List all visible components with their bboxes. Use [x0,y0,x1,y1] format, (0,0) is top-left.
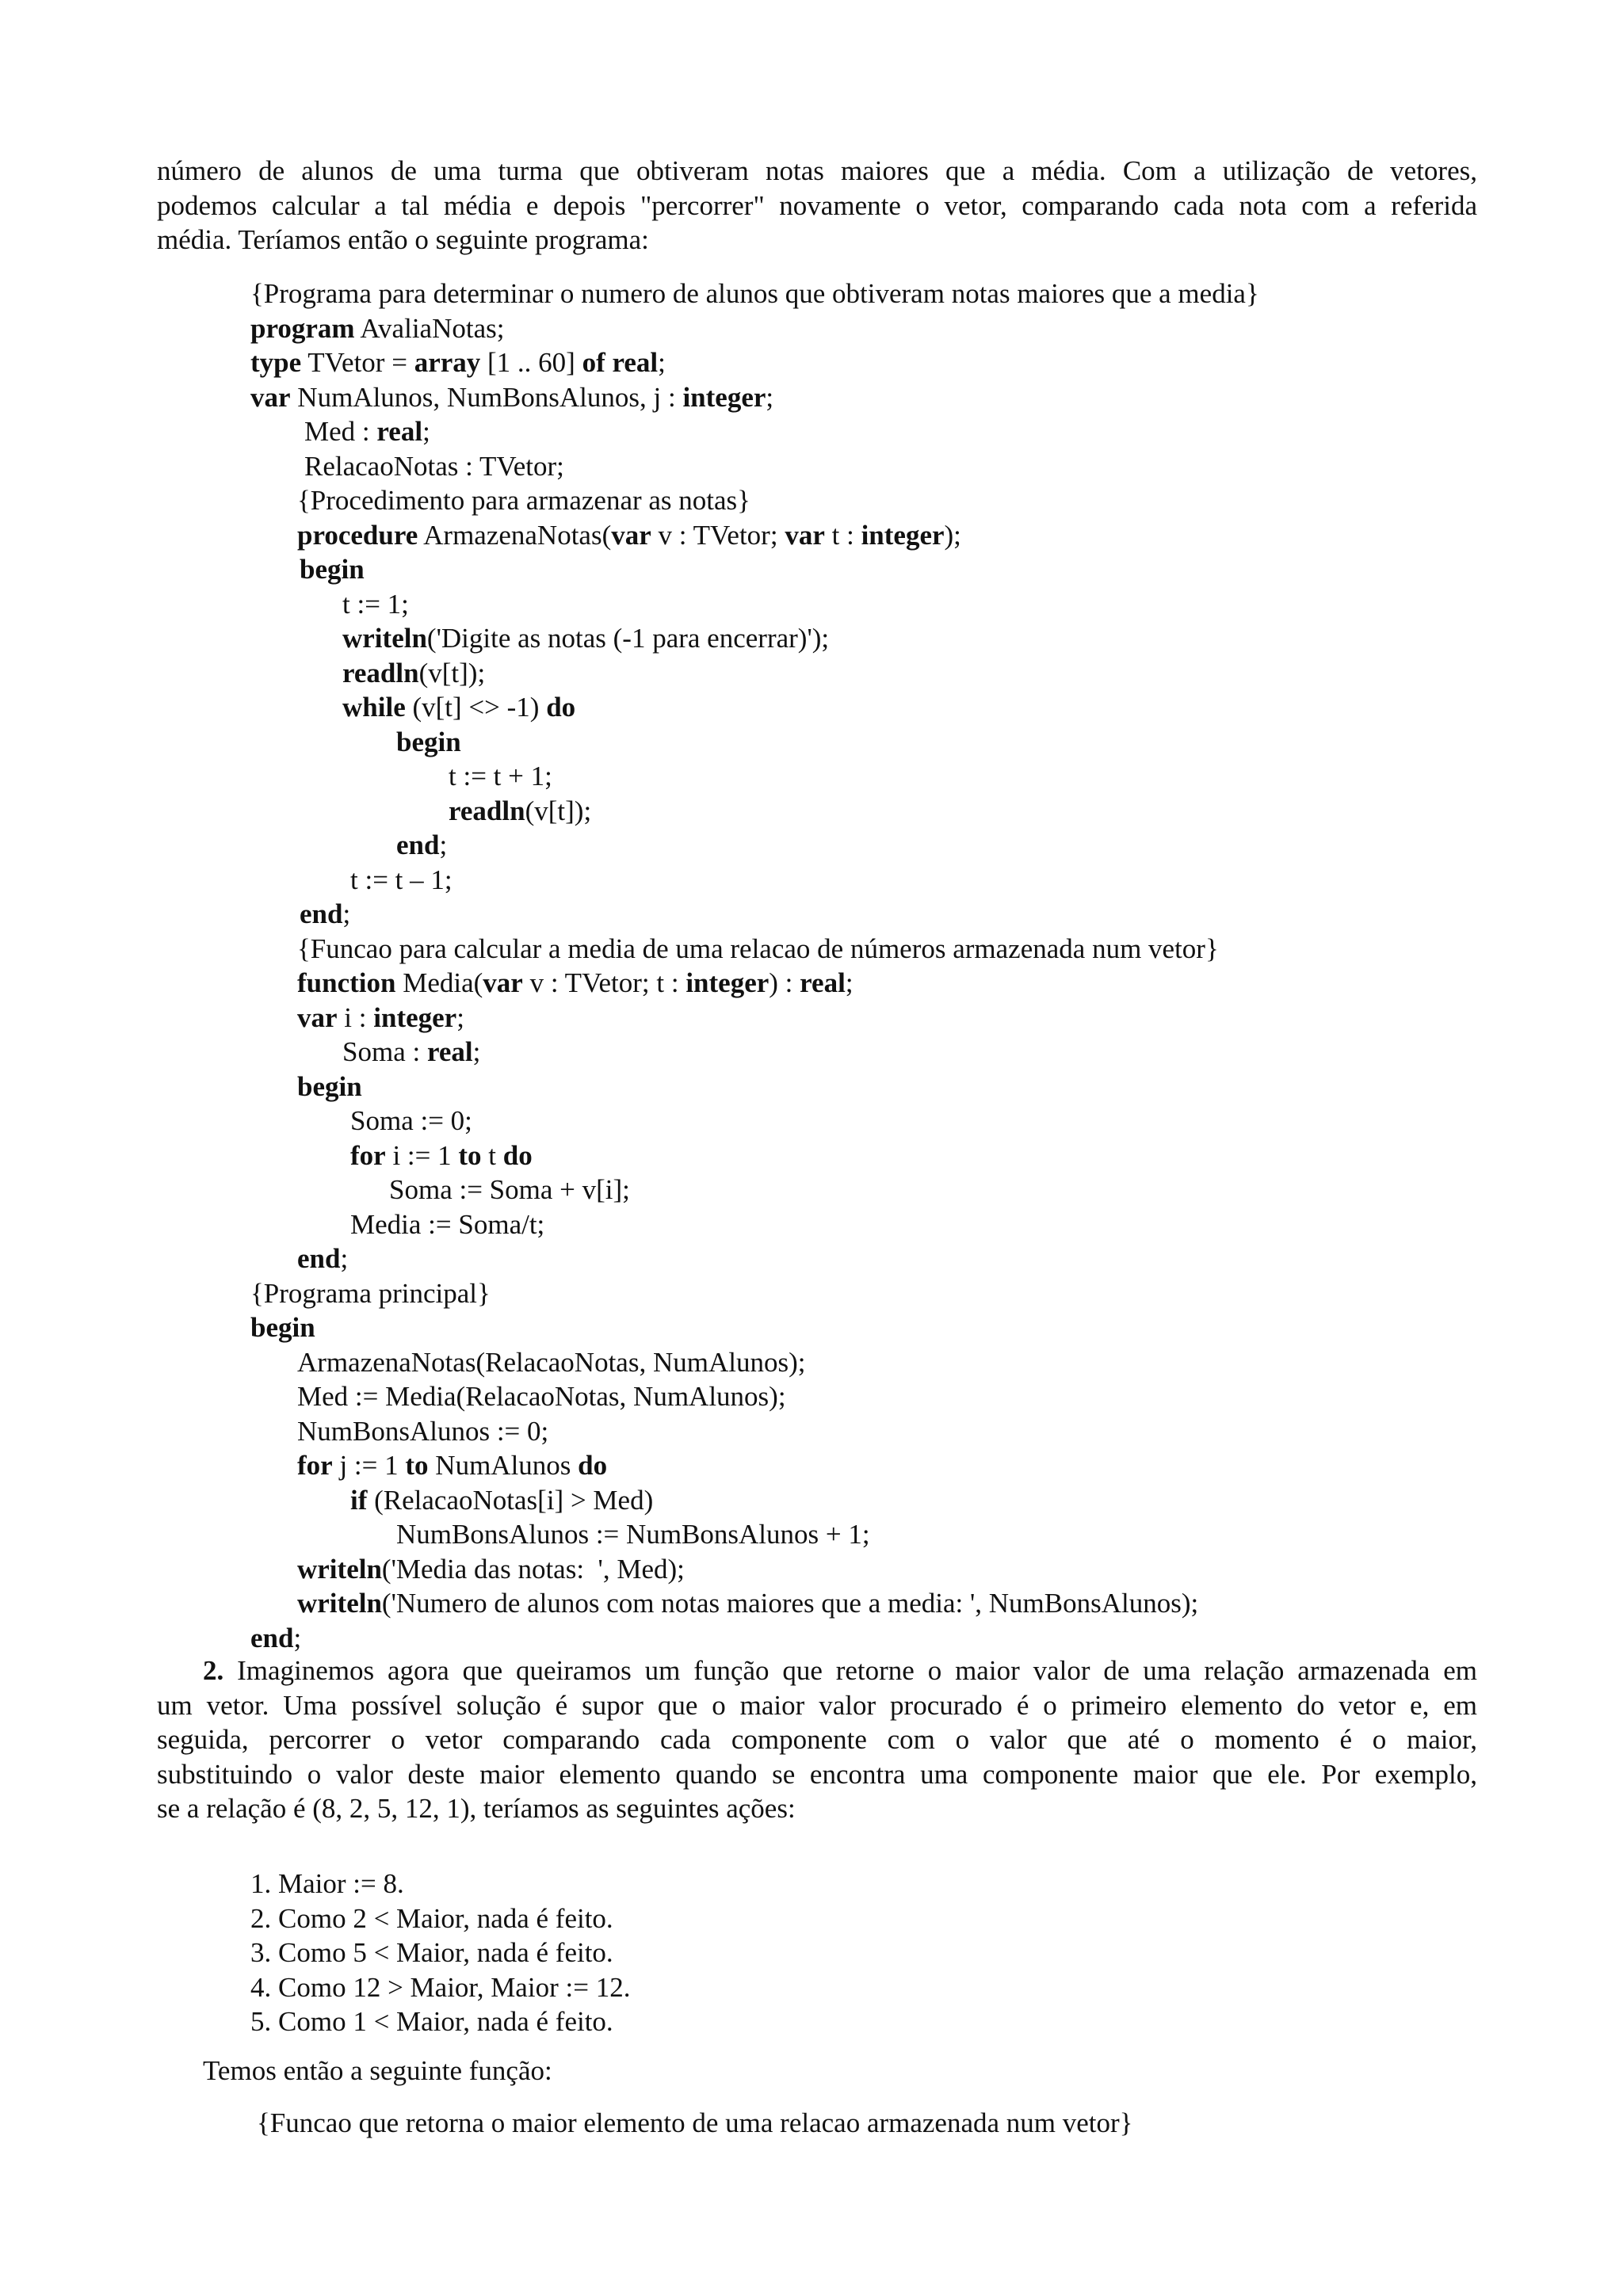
code-line: Soma := 0; [350,1105,472,1136]
code-keyword: while [342,692,406,723]
code-text: (v[t] <> -1) [405,692,547,723]
code-text: i := 1 [385,1140,459,1171]
code-keyword: real [376,416,423,447]
code-text: ; [422,416,430,447]
code-keyword: program [250,313,355,344]
code-keyword: writeln [297,1588,382,1619]
code-line [350,1138,533,1173]
code-keyword: array [414,347,481,378]
section-2-line: um vetor. Uma possível solução é supor que o maior valor procurado é o primeiro elemento do vetor e, em [157,1689,1477,1721]
code-keyword: to [458,1140,482,1171]
code-text: NumAlunos [428,1450,579,1481]
code-keyword: real [800,967,846,998]
code-keyword: integer [861,520,945,551]
list-item: 5. Como 1 < Maior, nada é feito. [250,2006,613,2037]
section-2-line: se a relação é (8, 2, 5, 12, 1), teríamos as seguintes ações: [157,1793,796,1824]
code-keyword: var [297,1002,338,1033]
section-2-text: Imaginemos agora que queiramos um função que retorne o maior valor de uma relação armazenada em [223,1655,1477,1686]
code-line [297,1448,607,1483]
code-line [342,690,575,725]
code-text: ; [766,382,774,413]
code-line: Media := Soma/t; [350,1209,545,1240]
section-2-line: seguida, percorrer o vetor comparando cada componente com o valor que até o momento é o maior, [157,1724,1477,1755]
code-line [304,414,430,449]
code-comment: {Programa principal} [250,1278,491,1309]
code-line [449,794,591,829]
code-keyword: do [546,692,576,723]
code-text: TVetor = [301,347,414,378]
code-line: t := t + 1; [449,761,552,791]
section-2-line [157,1653,1477,1688]
code-keyword: var [250,382,291,413]
code-comment: {Programa para determinar o numero de alunos que obtiveram notas maiores que a media} [250,278,1259,309]
code-text: (v[t]); [525,795,592,826]
code-keyword: var [611,520,651,551]
code-line: Soma := Soma + v[i]; [389,1174,630,1205]
code-text: i : [337,1002,374,1033]
code-line [300,897,350,932]
code-keyword: readln [342,658,419,688]
code-keyword: readln [449,795,525,826]
code-text: ; [439,830,448,860]
code-line [250,345,666,380]
code-keyword: type [250,347,302,378]
code-text: AvaliaNotas; [354,313,505,344]
section-2-paragraph [157,1653,1477,1826]
code-line [350,1483,653,1518]
code-comment: {Funcao para calcular a media de uma relacao de números armazenada num vetor} [297,933,1219,964]
code-line [297,1070,362,1104]
code-text [605,347,613,378]
code-keyword: var [785,520,825,551]
code-keyword: begin [300,554,365,585]
code-keyword: for [297,1450,333,1481]
code-line [342,1035,480,1070]
code-keyword: begin [396,727,461,757]
code-keyword: do [502,1140,533,1171]
code-line [297,966,854,1001]
code-text: t : [824,520,861,551]
code-text: [1 .. 60] [480,347,582,378]
code-keyword: integer [373,1002,457,1033]
code-line [342,656,485,691]
code-line [297,1001,464,1035]
temos-line: Temos então a seguinte função: [203,2055,552,2086]
intro-line: média. Teríamos então o seguinte programa: [157,224,649,255]
code-keyword: end [300,898,343,929]
code-text: v : TVetor; [651,520,785,551]
code-text: ; [658,347,666,378]
code-line: ArmazenaNotas(RelacaoNotas, NumAlunos); [297,1347,806,1378]
code-line [342,621,829,656]
code-text: ('Digite as notas (-1 para encerrar)'); [426,623,830,654]
code-keyword: for [350,1140,386,1171]
code-text: ; [342,898,351,929]
code-keyword: of [582,347,605,378]
code-keyword: integer [682,382,766,413]
code-keyword: end [250,1623,294,1653]
code-text: ; [293,1623,302,1653]
code-text: ; [340,1243,349,1274]
code-line: Med := Media(RelacaoNotas, NumAlunos); [297,1381,786,1412]
code-comment: {Procedimento para armazenar as notas} [297,485,750,516]
code-text: (v[t]); [418,658,486,688]
code-text: Media( [395,967,483,998]
code-line: t := t – 1; [350,864,453,895]
code-keyword: do [578,1450,608,1481]
code-line [297,1586,1198,1621]
code-text: ; [456,1002,464,1033]
code-line: RelacaoNotas : TVetor; [304,451,564,482]
code-keyword: procedure [297,520,418,551]
section-2-line: substituindo o valor deste maior elemento quando se encontra uma componente maior que ele. Por exemplo, [157,1758,1477,1790]
code-line [297,1241,348,1276]
code-keyword: to [405,1450,429,1481]
code-text: ('Numero de alunos com notas maiores que a media: ', NumBonsAlunos); [381,1588,1199,1619]
code-keyword: begin [297,1071,362,1102]
code-comment: {Funcao que retorna o maior elemento de uma relacao armazenada num vetor} [257,2107,1133,2138]
list-item: 4. Como 12 > Maior, Maior := 12. [250,1971,631,2003]
code-text: (RelacaoNotas[i] > Med) [367,1485,654,1516]
code-keyword: real [426,1036,473,1067]
code-keyword: real [612,347,659,378]
code-keyword: end [297,1243,341,1274]
code-line [300,552,365,587]
intro-line: número de alunos de uma turma que obtiveram notas maiores que a média. Com a utilização de vetores, [157,155,1477,186]
list-item: 1. Maior := 8. [250,1868,404,1899]
code-text: Soma : [342,1036,427,1067]
code-keyword: begin [250,1312,315,1343]
code-line: NumBonsAlunos := 0; [297,1416,549,1447]
code-keyword: function [297,967,396,998]
code-line [250,1621,301,1656]
code-keyword: writeln [297,1554,382,1585]
code-line [396,725,461,760]
code-line [396,828,447,863]
code-line [297,518,961,553]
code-keyword: var [483,967,523,998]
code-keyword: writeln [342,623,427,654]
code-text: NumAlunos, NumBonsAlunos, j : [290,382,683,413]
code-line: t := 1; [342,589,409,620]
code-text: t [481,1140,503,1171]
code-text: j := 1 [332,1450,406,1481]
code-line [250,311,504,346]
intro-paragraph [157,154,1477,257]
code-keyword: integer [685,967,769,998]
code-text: Med : [304,416,377,447]
code-line: NumBonsAlunos := NumBonsAlunos + 1; [396,1519,870,1550]
intro-line: podemos calcular a tal média e depois "percorrer" novamente o vetor, comparando cada nota com a referida [157,189,1477,221]
code-text: ('Media das notas: ', Med); [381,1554,685,1585]
code-text: v : TVetor; t : [522,967,686,998]
code-line [250,1310,315,1345]
list-item: 2. Como 2 < Maior, nada é feito. [250,1902,613,1934]
steps-list [250,1867,630,2039]
code-text: ) : [769,967,800,998]
code-text: ArmazenaNotas( [418,520,612,551]
code-keyword: end [396,830,440,860]
code-line [250,380,773,415]
code-keyword: if [350,1485,368,1516]
list-item: 3. Como 5 < Maior, nada é feito. [250,1937,613,1968]
code-text: ); [944,520,961,551]
code-line [297,1552,685,1587]
code-text: ; [845,967,854,998]
section-number: 2. [203,1655,224,1686]
code-text: ; [472,1036,481,1067]
